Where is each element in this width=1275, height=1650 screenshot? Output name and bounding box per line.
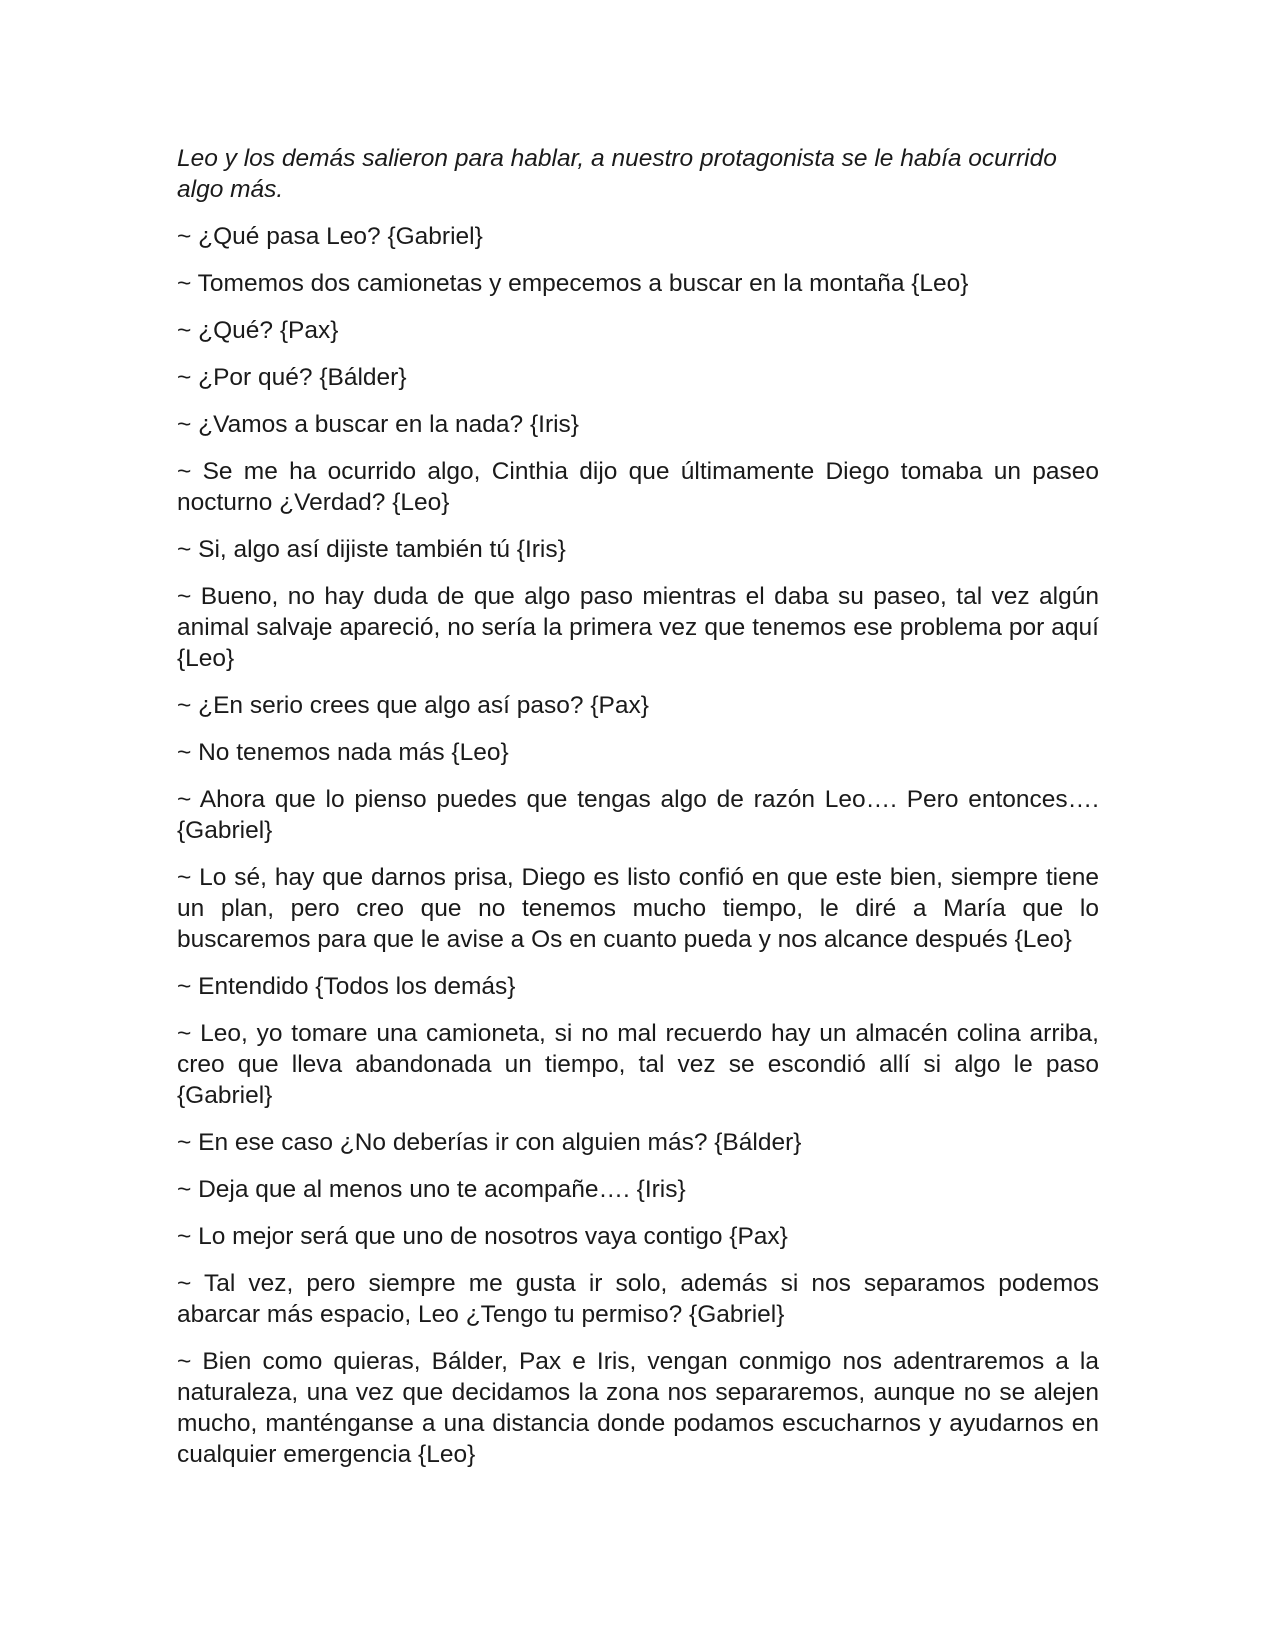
dialogue-line: ~ ¿Vamos a buscar en la nada? {Iris} <box>177 411 579 438</box>
dialogue-line: ~ Se me ha ocurrido algo, Cinthia dijo que últimamente Diego tomaba un paseo nocturno ¿Verdad? {Leo} <box>177 458 1099 516</box>
dialogue-line: ~ Lo mejor será que uno de nosotros vaya contigo {Pax} <box>177 1223 788 1250</box>
dialogue-line: ~ ¿Qué pasa Leo? {Gabriel} <box>177 223 483 250</box>
dialogue-line: ~ Bien como quieras, Bálder, Pax e Iris, vengan conmigo nos adentraremos a la naturaleza, una vez que decidamos la zona nos separaremos, aunque no se alejen mucho, manténganse a una distancia donde podamos escucharnos y ayudarnos en cualquier emergencia {Leo} <box>177 1348 1099 1468</box>
dialogue-line: ~ Bueno, no hay duda de que algo paso mientras el daba su paseo, tal vez algún animal salvaje apareció, no sería la primera vez que tenemos ese problema por aquí {Leo} <box>177 583 1099 672</box>
dialogue-line: ~ ¿Por qué? {Bálder} <box>177 364 407 391</box>
dialogue-line: ~ Lo sé, hay que darnos prisa, Diego es listo confió en que este bien, siempre tiene un plan, pero creo que no tenemos mucho tiempo, le diré a María que lo buscaremos para que le avise a Os en cuanto pueda y nos alcance después {Leo} <box>177 864 1099 953</box>
dialogue-line: ~ No tenemos nada más {Leo} <box>177 739 509 766</box>
intro-paragraph: Leo y los demás salieron para hablar, a nuestro protagonista se le había ocurrido algo más. <box>177 145 1057 203</box>
dialogue-line: ~ ¿Qué? {Pax} <box>177 317 339 344</box>
dialogue-line: ~ ¿En serio crees que algo así paso? {Pax} <box>177 692 649 719</box>
dialogue-line: ~ En ese caso ¿No deberías ir con alguien más? {Bálder} <box>177 1129 802 1156</box>
document-body <box>177 143 1099 1486</box>
dialogue-line: ~ Ahora que lo pienso puedes que tengas algo de razón Leo…. Pero entonces…. {Gabriel} <box>177 786 1099 844</box>
dialogue-line: ~ Tomemos dos camionetas y empecemos a buscar en la montaña {Leo} <box>177 270 969 297</box>
dialogue-line: ~ Tal vez, pero siempre me gusta ir solo, además si nos separamos podemos abarcar más espacio, Leo ¿Tengo tu permiso? {Gabriel} <box>177 1270 1099 1328</box>
dialogue-line: ~ Entendido {Todos los demás} <box>177 973 516 1000</box>
dialogue-line: ~ Si, algo así dijiste también tú {Iris} <box>177 536 566 563</box>
dialogue-line: ~ Leo, yo tomare una camioneta, si no mal recuerdo hay un almacén colina arriba, creo que lleva abandonada un tiempo, tal vez se escondió allí si algo le paso {Gabriel} <box>177 1020 1099 1109</box>
dialogue-line: ~ Deja que al menos uno te acompañe…. {Iris} <box>177 1176 686 1203</box>
